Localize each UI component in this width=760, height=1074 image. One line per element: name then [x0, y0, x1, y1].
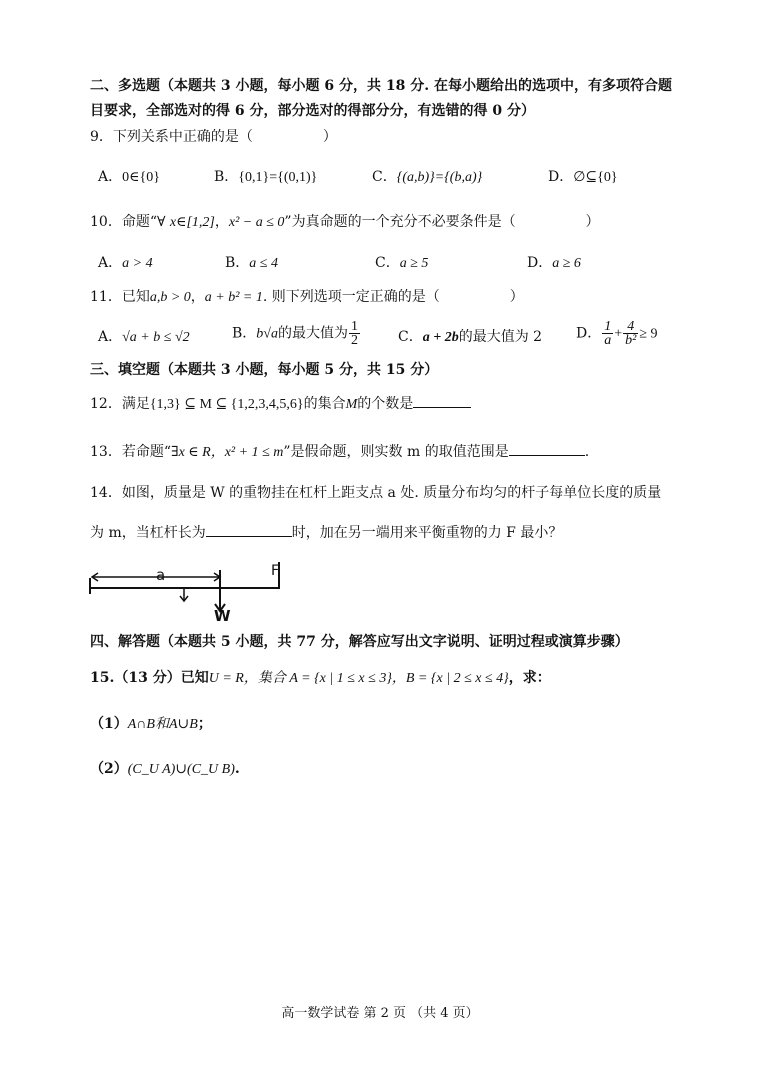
- question-15-stem: 15.（13 分）已知U = R，集合 A = {x | 1 ≤ x ≤ 3}，B = {x | 2 ≤ x ≤ 4}，求：: [90, 670, 551, 686]
- question-12: 12．满足{1,3} ⊆ M ⊆ {1,2,3,4,5,6}的集合M的个数是: [90, 393, 471, 415]
- label-a: a: [156, 566, 166, 584]
- q12-answer-blank[interactable]: [413, 393, 471, 408]
- q11-option-b: B．b√a的最大值为 $\frac{1}{2}$: [232, 319, 358, 348]
- q10-option-c: C．a ≥ 5: [375, 255, 429, 271]
- q9-option-a: A．0∈{0}: [98, 169, 160, 185]
- q11-option-a: A．√a + b ≤ √2: [98, 329, 190, 345]
- q14-answer-blank[interactable]: [206, 522, 292, 537]
- question-11-options: [0, 320, 760, 354]
- question-10-stem: 10．命题“∀ x∈[1,2]，x² − a ≤ 0”为真命题的一个充分不必要条件是（ ）: [90, 214, 600, 230]
- q10-option-b: B．a ≤ 4: [225, 255, 278, 271]
- q9-option-d: D．∅⊆{0}: [548, 169, 618, 185]
- question-15-part2: （2）(C_U A)∪(C_U B).: [90, 761, 240, 777]
- section-4-heading: 四、解答题（本题共 5 小题，共 77 分，解答应写出文字说明、证明过程或演算步骤）: [90, 634, 629, 650]
- q13-answer-blank[interactable]: [509, 441, 585, 456]
- label-f: F: [271, 563, 280, 579]
- section-2-heading-line1: 二、多选题（本题共 3 小题，每小题 6 分，共 18 分. 在每小题给出的选项中，有多项符合题: [90, 78, 672, 94]
- question-13: 13．若命题“∃x ∈ R，x² + 1 ≤ m”是假命题，则实数 m 的取值范围是 .: [90, 441, 589, 463]
- q9-option-c: C．{(a,b)}={(b,a)}: [372, 169, 483, 185]
- question-10-options: [0, 252, 760, 276]
- q9-option-b: B．{0,1}={(0,1)}: [214, 169, 318, 185]
- label-w: W: [214, 607, 231, 624]
- question-14-line2: 为 m，当杠杆长为 时，加在另一端用来平衡重物的力 F 最小？: [90, 522, 562, 543]
- question-14-line1: 14．如图，质量是 W 的重物挂在杠杆上距支点 a 处. 质量分布均匀的杆子每单位长度的质量: [90, 485, 662, 501]
- q11-option-c: C．a + 2b的最大值为 2: [398, 329, 543, 345]
- question-11-stem: 11．已知a,b > 0，a + b² = 1. 则下列选项一定正确的是（ ）: [90, 289, 524, 305]
- page-footer: 高一数学试卷 第 2 页 （共 4 页）: [281, 1006, 479, 1021]
- q11-option-d: D． $\frac{1}{a}$ + $\frac{4}{\text{b²}}$ ≥ 9: [576, 319, 658, 348]
- section-3-heading: 三、填空题（本题共 3 小题，每小题 5 分，共 15 分）: [90, 362, 439, 378]
- lever-figure: [80, 558, 290, 624]
- question-9-options: [0, 166, 760, 190]
- section-2-heading-line2: 目要求，全部选对的得 6 分，部分选对的得部分分，有选错的得 0 分）: [90, 103, 535, 119]
- question-9-stem: 9．下列关系中正确的是（ ）: [90, 129, 337, 145]
- q10-option-d: D．a ≥ 6: [527, 255, 581, 271]
- question-15-part1: （1）A∩B和A∪B；: [90, 716, 212, 732]
- q10-option-a: A．a > 4: [98, 255, 153, 271]
